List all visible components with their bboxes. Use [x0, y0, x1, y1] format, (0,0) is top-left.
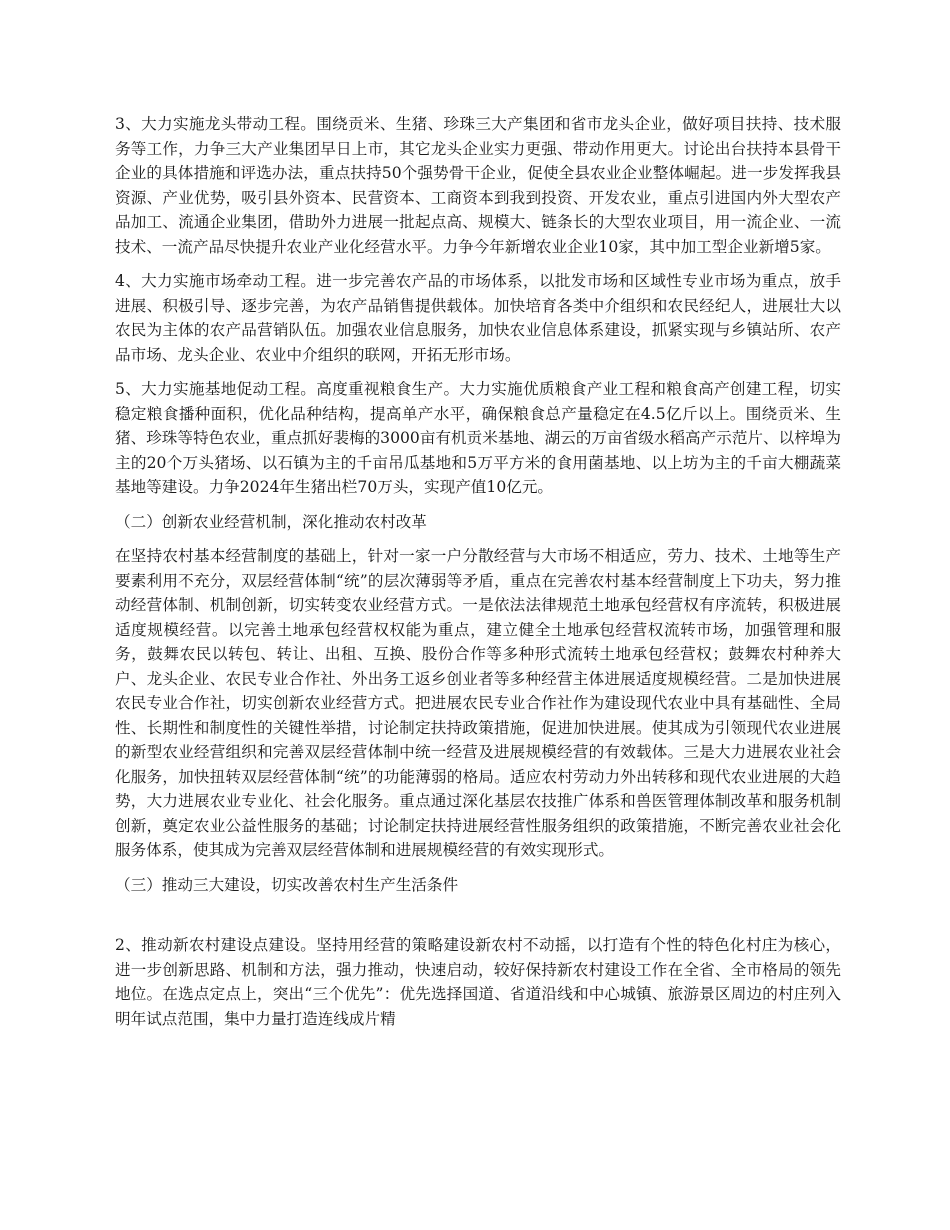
paragraph-reform: 在坚持农村基本经营制度的基础上，针对一家一户分散经营与大市场不相适应，劳力、技术、土地等生产要素利用不充分，双层经营体制“统”的层次薄弱等矛盾，重点在完善农村基本经营制度上下功夫，努力推动经营体制、机制创新，切实转变农业经营方式。一是依法法律规范土地承包经营权有序流转，积极进展适度规模经营。以完善土地承包经营权权能为重点，建立健全土地承包经营权流转市场，加强管理和服务，鼓舞农民以转包、转让、出租、互换、股份合作等多种形式流转土地承包经营权；鼓舞农村种养大户、龙头企业、农民专业合作社、外出务工返乡创业者等多种经营主体进展适度规模经营。二是加快进展农民专业合作社，切实创新农业经营方式。把进展农民专业合作社作为建设现代农业中具有基础性、全局性、长期性和制度性的关键性举措，讨论制定扶持政策措施，促进加快进展。使其成为引领现代农业进展的新型农业经营组织和完善双层经营体制中统一经营及进展规模经营的有效载体。三是大力进展农业社会化服务，加快扭转双层经营体制“统”的功能薄弱的格局。适应农村劳动力外出转移和现代农业进展的大趋势，大力进展农业专业化、社会化服务。重点通过深化基层农技推广体系和兽医管理体制改革和服务机制创新，奠定农业公益性服务的基础；讨论制定扶持进展经营性服务组织的政策措施，不断完善农业社会化服务体系，使其成为完善双层经营体制和进展规模经营的有效实现形式。 [115, 547, 841, 859]
section-heading-construction: （三）推动三大建设，切实改善农村生产生活条件 [115, 875, 459, 894]
paragraph-new-village: 2、推动新农村建设点建设。坚持用经营的策略建设新农村不动摇，以打造有个性的特色化村庄为核心，进一步创新思路、机制和方法，强力推动，快速启动，较好保持新农村建设工作在全省、全市格局的领先地位。在选点定点上，突出“三个优先”：优先选择国道、省道沿线和中心城镇、旅游景区周边的村庄列入明年试点范围，集中力量打造连线成片精 [115, 936, 841, 1028]
blank-line [115, 907, 841, 933]
paragraph-leading-enterprise: 3、大力实施龙头带动工程。围绕贡米、生猪、珍珠三大产集团和省市龙头企业，做好项目扶持、技术服务等工作，力争三大产业集团早日上市，其它龙头企业实力更强、带动作用更大。讨论出台扶持本县骨干企业的具体措施和评选办法，重点扶持50个强势骨干企业，促使全县农业企业整体崛起。进一步发挥我县资源、产业优势，吸引县外资本、民营资本、工商资本到我到投资、开发农业，重点引进国内外大型农产品加工、流通企业集团，借助外力进展一批起点高、规模大、链条长的大型农业项目，用一流企业、一流技术、一流产品尽快提升农业产业化经营水平。力争今年新增农业企业10家，其中加工型企业新增5家。 [115, 115, 841, 256]
document-page [115, 112, 841, 1041]
paragraph-base: 5、大力实施基地促动工程。高度重视粮食生产。大力实施优质粮食产业工程和粮食高产创建工程，切实稳定粮食播种面积，优化品种结构，提高单产水平，确保粮食总产量稳定在4.5亿斤以上。围绕贡米、生猪、珍珠等特色农业，重点抓好裴梅的3000亩有机贡米基地、湖云的万亩省级水稻高产示范片、以梓埠为主的20个万头猪场、以石镇为主的千亩吊瓜基地和5万平方米的食用菌基地、以上坊为主的千亩大棚蔬菜基地等建设。力争2024年生猪出栏70万头，实现产值10亿元。 [115, 380, 841, 496]
section-heading-reform: （二）创新农业经营机制，深化推动农村改革 [115, 512, 427, 531]
paragraph-market: 4、大力实施市场牵动工程。进一步完善农产品的市场体系，以批发市场和区域性专业市场为重点，放手进展、积极引导、逐步完善，为农产品销售提供载体。加快培育各类中介组织和农民经纪人，进展壮大以农民为主体的农产品营销队伍。加强农业信息服务，加快农业信息体系建设，抓紧实现与乡镇站所、农产品市场、龙头企业、农业中介组织的联网，开拓无形市场。 [115, 272, 841, 364]
